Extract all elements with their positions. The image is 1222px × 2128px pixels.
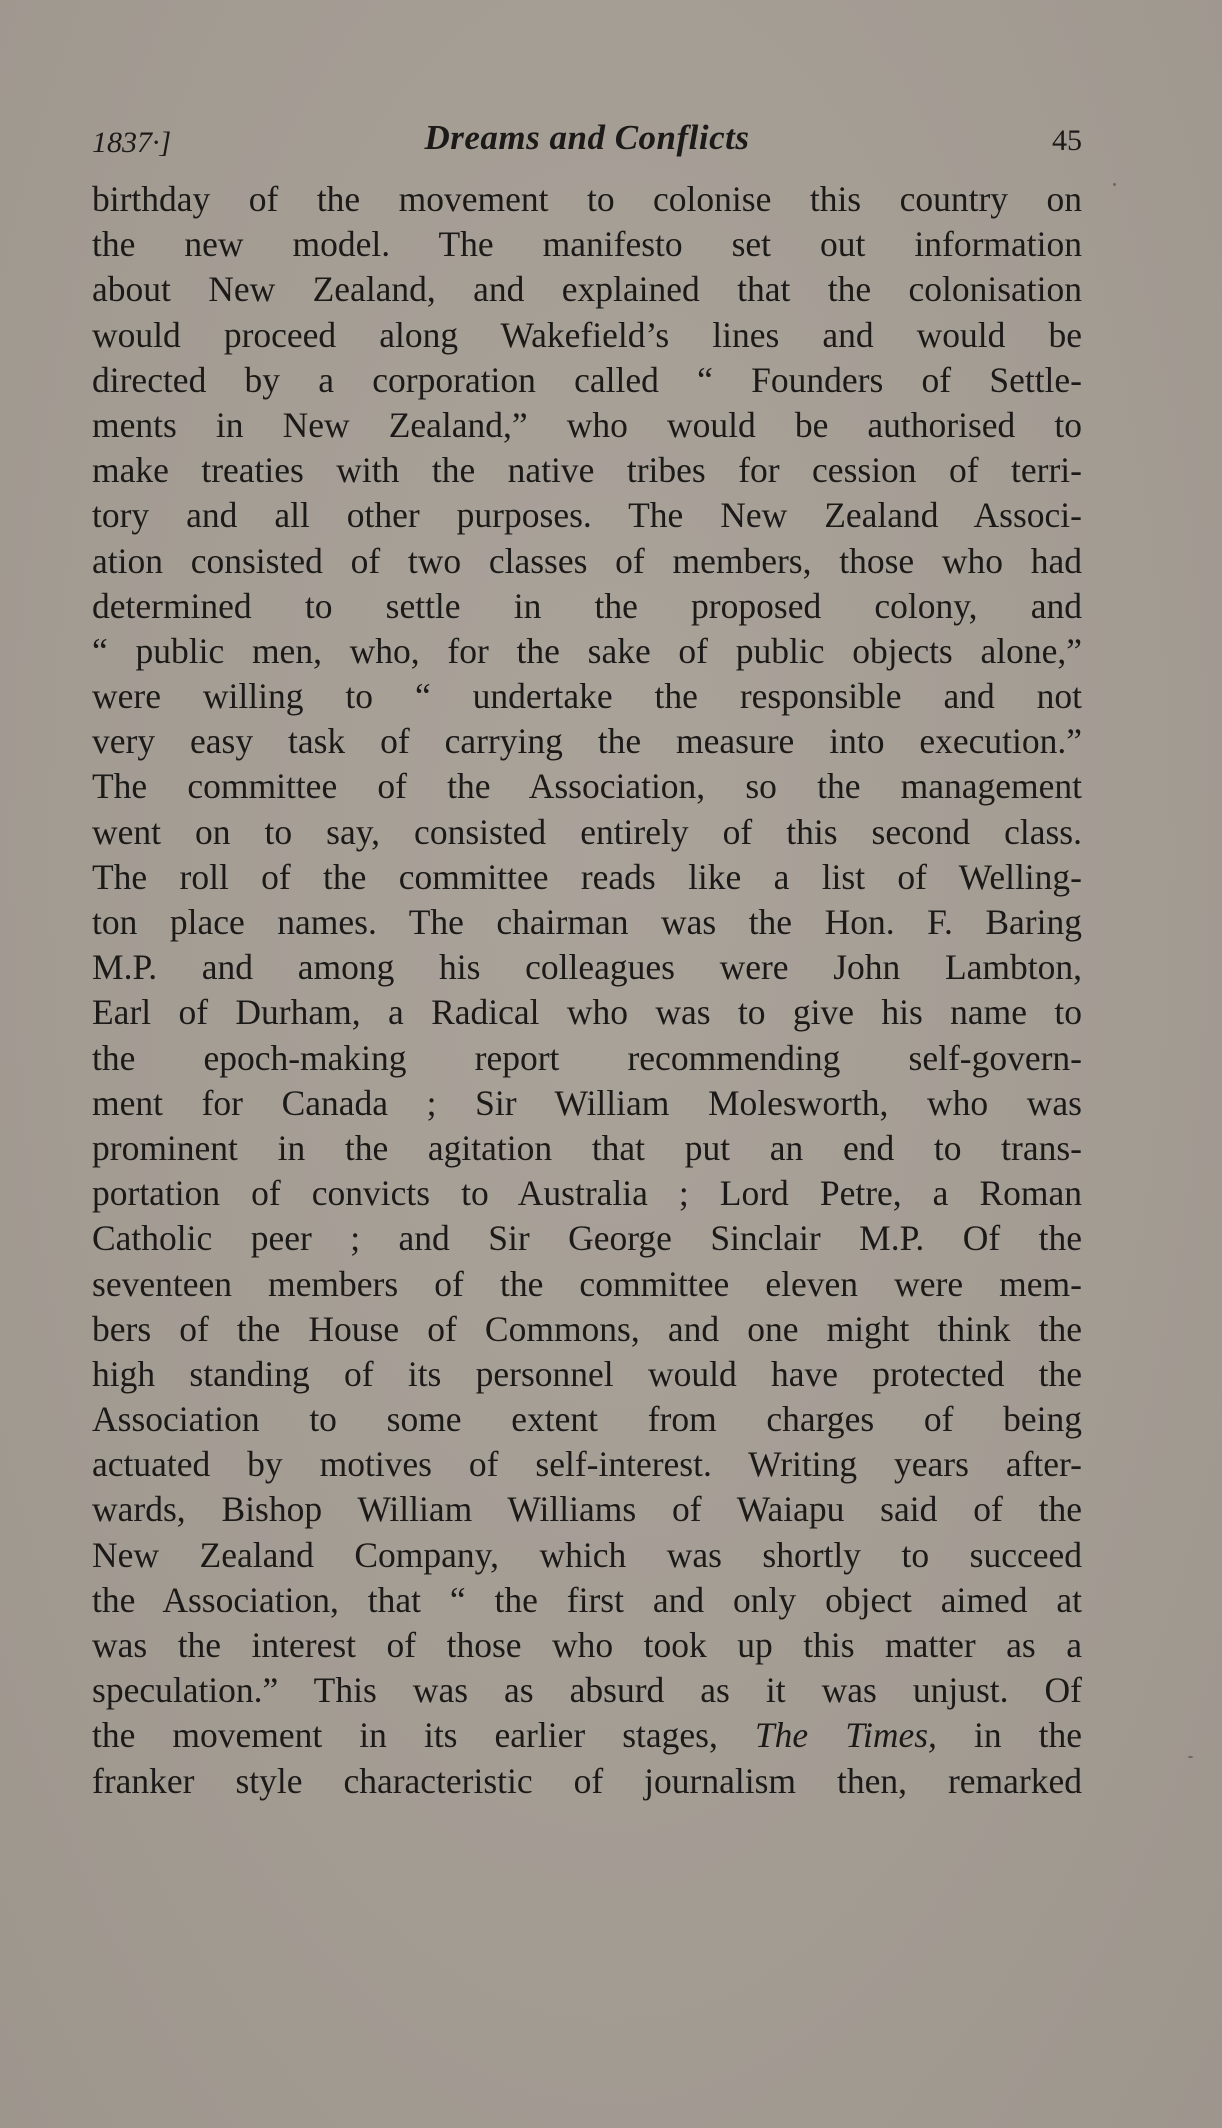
text-line: determined to settle in the proposed colony, and [92, 585, 1082, 626]
text-line: wards, Bishop William Williams of Waiapu said of the [92, 1489, 1082, 1530]
running-head [92, 118, 1082, 174]
text-line: birthday of the movement to colonise this country on [92, 179, 1082, 219]
text-line: the new model. The manifesto set out information [92, 224, 1082, 265]
text-line: bers of the House of Commons, and one might think the [92, 1308, 1082, 1349]
text-line: franker style characteristic of journalism then, remarked [92, 1760, 1082, 1801]
text-line: Association to some extent from charges of being [92, 1399, 1082, 1440]
text-line: very easy task of carrying the measure into execution.” [92, 721, 1082, 762]
text-line: actuated by motives of self-interest. Writing years after- [92, 1444, 1082, 1485]
text-line: about New Zealand, and explained that the colonisation [92, 269, 1082, 310]
text-line: The committee of the Association, so the management [92, 766, 1082, 807]
text-line: prominent in the agitation that put an end to trans- [92, 1127, 1082, 1168]
text-line: seventeen members of the committee eleven were mem- [92, 1263, 1082, 1304]
text-line: ton place names. The chairman was the Hon. F. Baring [92, 902, 1082, 942]
italic-newspaper-title: The Times, [754, 1715, 937, 1756]
text-line: “ public men, who, for the sake of public objects alone,” [92, 630, 1082, 671]
paper-speck [1188, 1756, 1193, 1758]
paper-speck [1113, 183, 1116, 186]
running-head-title: Dreams and Conflicts [424, 118, 750, 157]
text-line: tory and all other purposes. The New Zealand Associ- [92, 495, 1082, 536]
text-line: ment for Canada ; Sir William Molesworth, who was [92, 1082, 1082, 1123]
text-line: would proceed along Wakefield’s lines and would be [92, 314, 1082, 355]
text-line: ments in New Zealand,” who would be authorised to [92, 404, 1082, 445]
text-line: Earl of Durham, a Radical who was to give his name to [92, 992, 1082, 1033]
text-line: ation consisted of two classes of members, those who had [92, 540, 1082, 581]
text-line: was the interest of those who took up this matter as a [92, 1625, 1082, 1665]
text-line: M.P. and among his colleagues were John Lambton, [92, 947, 1082, 988]
page-number: 45 [1052, 124, 1082, 157]
text-line: Catholic peer ; and Sir George Sinclair M.P. Of the [92, 1218, 1082, 1259]
text-segment: in the [973, 1715, 1082, 1756]
book-page [92, 118, 1082, 1804]
text-line: the Association, that “ the first and only object aimed at [92, 1579, 1082, 1620]
text-segment: the movement in its earlier stages, [92, 1715, 718, 1756]
text-line: New Zealand Company, which was shortly to succeed [92, 1534, 1082, 1575]
text-line: high standing of its personnel would have protected the [92, 1353, 1082, 1394]
running-head-year: 1837·] [92, 126, 172, 159]
text-line: the epoch-making report recommending self-govern- [92, 1037, 1082, 1078]
text-line: make treaties with the native tribes for cession of terri- [92, 450, 1082, 491]
text-line: The roll of the committee reads like a list of Welling- [92, 856, 1082, 897]
text-line: went on to say, consisted entirely of this second class. [92, 811, 1082, 852]
text-line: directed by a corporation called “ Founders of Settle- [92, 359, 1082, 400]
text-line: were willing to “ undertake the responsible and not [92, 676, 1082, 717]
text-line: portation of convicts to Australia ; Lord Petre, a Roman [92, 1173, 1082, 1214]
body-text [92, 177, 1082, 1804]
text-line-italic-title [92, 1713, 1082, 1758]
text-line: speculation.” This was as absurd as it was unjust. Of [92, 1670, 1082, 1711]
